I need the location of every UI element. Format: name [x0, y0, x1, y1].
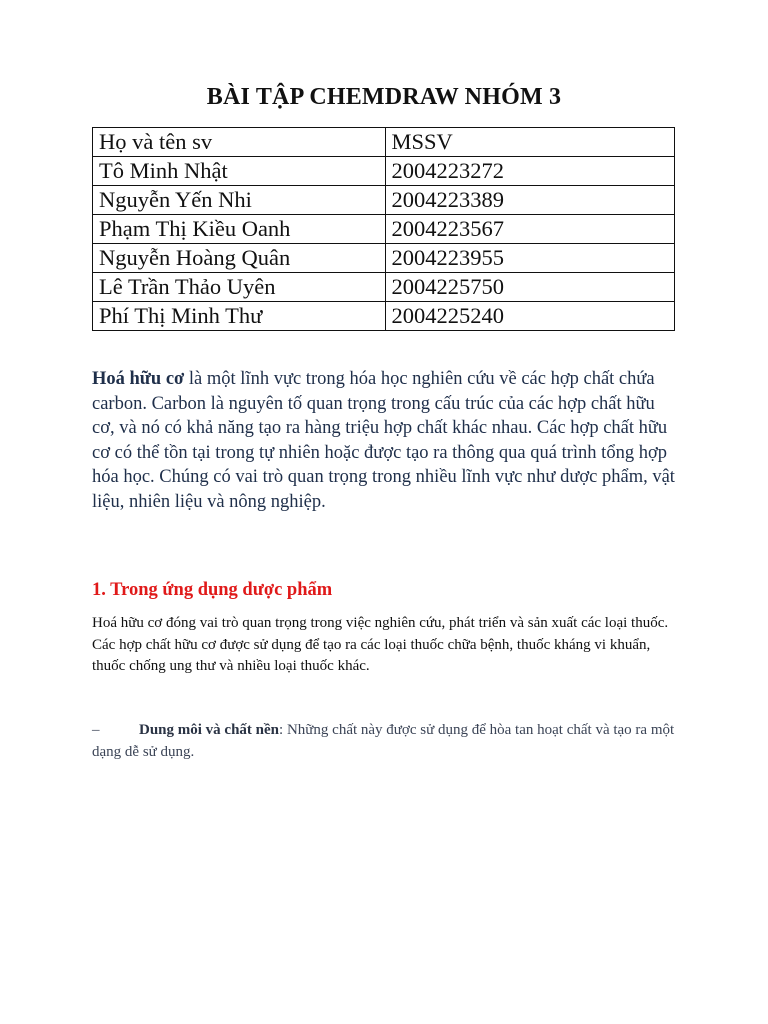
- table-row: [93, 244, 675, 273]
- member-student-id: 2004225750: [385, 273, 675, 302]
- member-name: Tô Minh Nhật: [93, 157, 386, 186]
- table-row: [93, 157, 675, 186]
- table-row: [93, 273, 675, 302]
- member-name: Nguyễn Hoàng Quân: [93, 244, 386, 273]
- intro-lead-term: Hoá hữu cơ: [92, 369, 185, 389]
- header-name: Họ và tên sv: [93, 128, 386, 157]
- bullet-text: : Những chất này được sử dụng để hòa tan hoạt chất và tạo ra một dạng dễ sử dụng.: [92, 722, 675, 760]
- member-name: Phí Thị Minh Thư: [93, 302, 386, 331]
- header-student-id: MSSV: [385, 128, 675, 157]
- member-student-id: 2004223272: [385, 157, 675, 186]
- table-row: [93, 215, 675, 244]
- table-row: [93, 302, 675, 331]
- intro-paragraph: [92, 367, 682, 514]
- bullet-item: [92, 720, 682, 763]
- intro-text: là một lĩnh vực trong hóa học nghiên cứu về các hợp chất chứa carbon. Carbon là nguyên tố quan trọng trong cấu trúc của các hợp chất hữu cơ, và nó có khả năng tạo ra hàng triệu hợp chất khác nhau. Các hợp chất hữu cơ có thể tồn tại trong tự nhiên hoặc được tạo ra thông qua quá trình tổng hợp hóa học. Chúng có vai trò quan trọng trong nhiều lĩnh vực như dược phẩm, vật liệu, nhiên liệu và nông nghiệp.: [92, 369, 675, 512]
- bullet-term: Dung môi và chất nền: [139, 722, 280, 738]
- document-title: BÀI TẬP CHEMDRAW NHÓM 3: [206, 84, 562, 110]
- members-table: [92, 127, 675, 331]
- member-name: Phạm Thị Kiều Oanh: [93, 215, 386, 244]
- section-body: Hoá hữu cơ đóng vai trò quan trọng trong việc nghiên cứu, phát triển và sản xuất các loại thuốc. Các hợp chất hữu cơ được sử dụng để tạo ra các loại thuốc chữa bệnh, thuốc kháng vi khuẩn, thuốc chống ung thư và nhiều loại thuốc khác.: [92, 615, 669, 674]
- member-name: Lê Trần Thảo Uyên: [93, 273, 386, 302]
- member-student-id: 2004223389: [385, 186, 675, 215]
- bullet-marker: –: [92, 722, 100, 738]
- section-heading: 1. Trong ứng dụng dược phẩm: [92, 580, 333, 600]
- member-student-id: 2004223955: [385, 244, 675, 273]
- member-name: Nguyễn Yến Nhi: [93, 186, 386, 215]
- member-student-id: 2004225240: [385, 302, 675, 331]
- table-header-row: [93, 128, 675, 157]
- member-student-id: 2004223567: [385, 215, 675, 244]
- table-row: [93, 186, 675, 215]
